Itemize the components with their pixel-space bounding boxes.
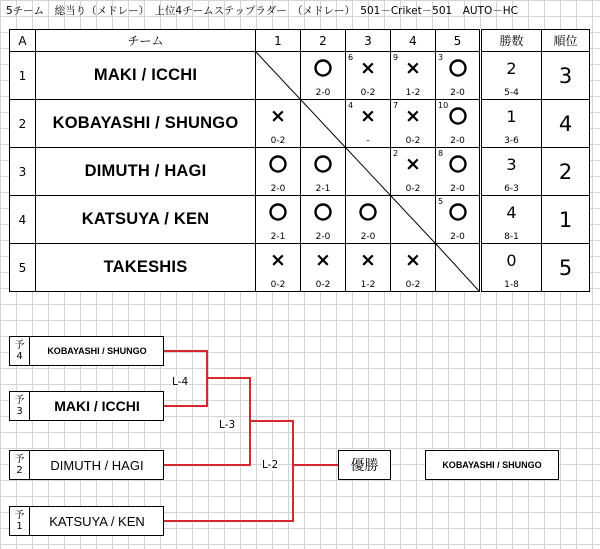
match-order: 10 <box>438 101 449 110</box>
wins-count: 4 <box>506 203 517 222</box>
match-order: 3 <box>438 53 444 62</box>
rank-cell: 3 <box>542 52 590 100</box>
corner-cell: A <box>10 30 36 52</box>
team-name: KATSUYA / KEN <box>36 196 256 244</box>
col-header-1: 1 <box>256 30 301 52</box>
rank-cell: 1 <box>542 196 590 244</box>
loss-mark: × <box>270 249 286 271</box>
legs-ratio: 5-4 <box>504 88 519 98</box>
col-header-2: 2 <box>301 30 346 52</box>
loss-mark: × <box>315 249 331 271</box>
match-score: 0-2 <box>360 88 376 98</box>
team-header: チーム <box>36 30 256 52</box>
match-score: 2-0 <box>270 184 286 194</box>
col-header-3: 3 <box>346 30 391 52</box>
match-score: 0-2 <box>405 184 421 194</box>
match-score: 2-0 <box>315 88 331 98</box>
match-score: 2-0 <box>450 184 465 194</box>
page-title: 5チーム 総当り（メドレー） 上位4チームステップラダー （メドレー） 501－Criket－501 AUTO－HC <box>6 5 518 17</box>
row-number: 2 <box>10 100 36 148</box>
match-score: 2-1 <box>315 184 331 194</box>
legs-ratio: 6-3 <box>504 184 519 194</box>
match-order: 8 <box>438 149 444 158</box>
bracket-connector <box>164 421 293 521</box>
seed-label: 予 4 <box>10 337 30 365</box>
team-name: KOBAYASHI / SHUNGO <box>36 100 256 148</box>
bracket-team-name: KOBAYASHI / SHUNGO <box>47 346 147 356</box>
match-order: 7 <box>393 101 399 110</box>
rank-header: 順位 <box>542 30 590 52</box>
row-number: 5 <box>10 244 36 292</box>
loss-mark: × <box>360 57 376 79</box>
match-score: 2-0 <box>315 232 331 242</box>
match-order: 4 <box>348 101 354 110</box>
match-score: - <box>366 136 370 146</box>
rank-cell: 2 <box>542 148 590 196</box>
row-number: 4 <box>10 196 36 244</box>
wins-count: 3 <box>506 155 517 174</box>
match-score: 0-2 <box>405 280 421 290</box>
match-order: 2 <box>393 149 399 158</box>
match-label-l4: L-4 <box>172 376 189 388</box>
loss-mark: × <box>405 249 421 271</box>
loss-mark: × <box>405 105 421 127</box>
match-label-l2: L-2 <box>262 459 279 471</box>
team-name: TAKESHIS <box>36 244 256 292</box>
seed-label: 予 2 <box>10 451 30 479</box>
wins-header: 勝数 <box>481 30 542 52</box>
legs-ratio: 3-6 <box>504 136 519 146</box>
match-order: 9 <box>393 53 399 62</box>
match-score: 2-1 <box>270 232 286 242</box>
bracket-team-name: KATSUYA / KEN <box>49 513 145 529</box>
match-score: 1-2 <box>405 88 421 98</box>
match-score: 0-2 <box>270 136 286 146</box>
bracket-team-name: DIMUTH / HAGI <box>50 457 144 473</box>
row-number: 3 <box>10 148 36 196</box>
team-name: MAKI / ICCHI <box>36 52 256 100</box>
loss-mark: × <box>360 249 376 271</box>
match-score: 2-0 <box>450 136 465 146</box>
rank-cell: 4 <box>542 100 590 148</box>
champion-label-box: 優勝 <box>338 450 391 480</box>
match-score: 0-2 <box>405 136 421 146</box>
match-score: 2-0 <box>450 232 465 242</box>
loss-mark: × <box>270 105 286 127</box>
rank-cell: 5 <box>542 244 590 292</box>
wins-count: 2 <box>506 59 517 78</box>
col-header-4: 4 <box>391 30 436 52</box>
match-order: 5 <box>438 197 444 206</box>
loss-mark: × <box>360 105 376 127</box>
match-score: 2-0 <box>450 88 465 98</box>
loss-mark: × <box>405 153 421 175</box>
legs-ratio: 8-1 <box>504 232 519 242</box>
match-score: 0-2 <box>315 280 331 290</box>
bracket-team-name: MAKI / ICCHI <box>54 398 140 414</box>
match-score: 1-2 <box>360 280 376 290</box>
loss-mark: × <box>405 57 421 79</box>
wins-count: 1 <box>506 107 517 126</box>
match-score: 0-2 <box>270 280 286 290</box>
wins-count: 0 <box>506 251 517 270</box>
seed-label: 予 3 <box>10 392 30 420</box>
legs-ratio: 1-8 <box>504 280 519 290</box>
match-order: 6 <box>348 53 354 62</box>
row-number: 1 <box>10 52 36 100</box>
champion-name-box: KOBAYASHI / SHUNGO <box>425 450 559 480</box>
match-score: 2-0 <box>360 232 376 242</box>
col-header-5: 5 <box>436 30 481 52</box>
match-label-l3: L-3 <box>219 419 236 431</box>
team-name: DIMUTH / HAGI <box>36 148 256 196</box>
seed-label: 予 1 <box>10 507 30 535</box>
